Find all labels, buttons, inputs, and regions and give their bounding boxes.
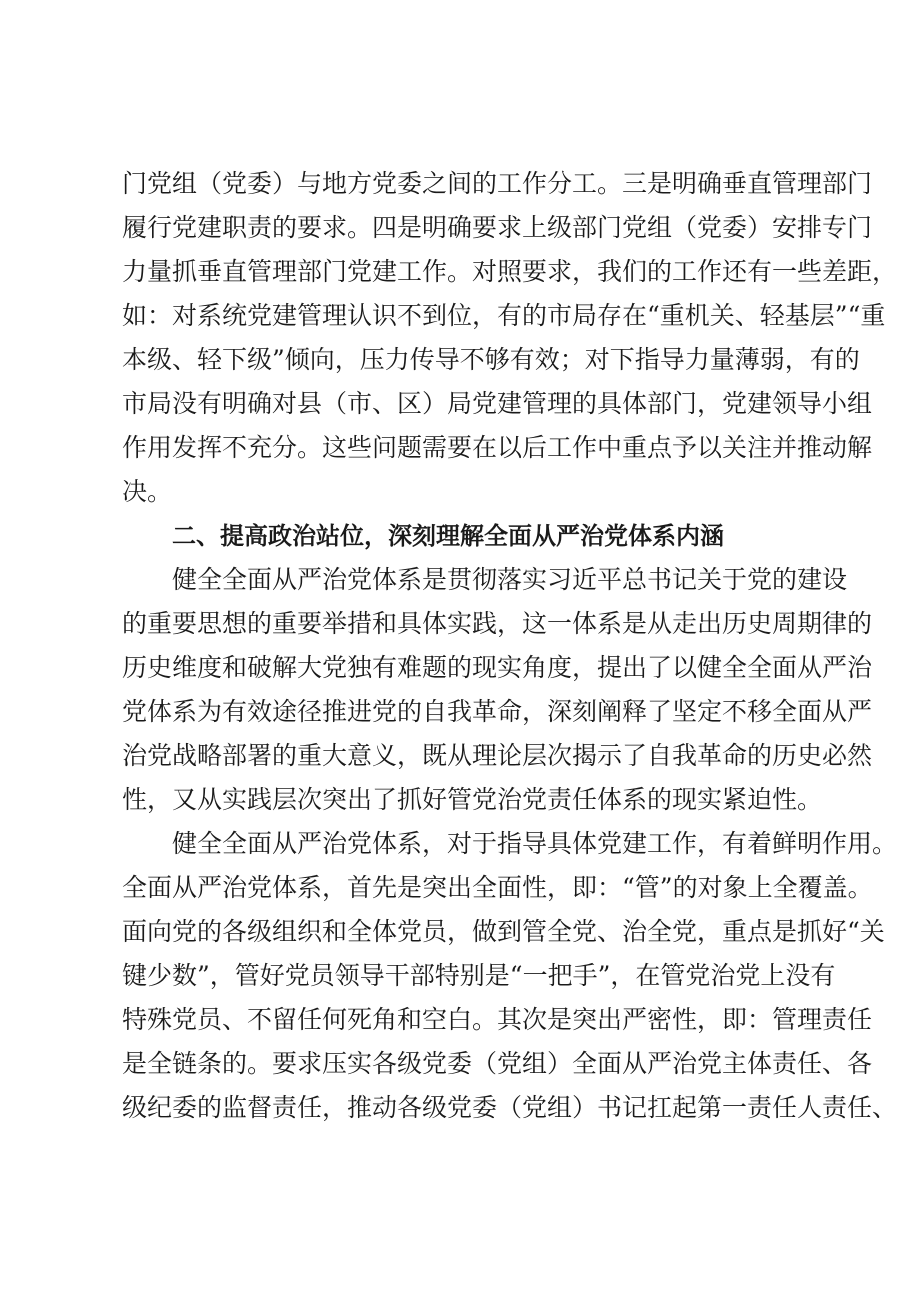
paragraph-line: 如：对系统党建管理认识不到位，有的市局存在“重机关、轻基层”“重 <box>122 301 886 330</box>
paragraph-line: 面向党的各级组织和全体党员，做到管全党、治全党，重点是抓好“关 <box>122 917 885 946</box>
paragraph-line: 作用发挥不充分。这些问题需要在以后工作中重点予以关注并推动解 <box>122 433 873 462</box>
paragraph-line: 键少数”，管好党员领导干部特别是“一把手”，在管党治党上没有 <box>122 961 836 990</box>
paragraph-line: 履行党建职责的要求。四是明确要求上级部门党组（党委）安排专门 <box>122 213 873 242</box>
paragraph-line: 党体系为有效途径推进党的自我革命，深刻阐释了坚定不移全面从严 <box>122 697 873 726</box>
paragraph-line: 级纪委的监督责任，推动各级党委（党组）书记扛起第一责任人责任、 <box>122 1093 898 1122</box>
paragraph-line: 市局没有明确对县（市、区）局党建管理的具体部门，党建领导小组 <box>122 389 873 418</box>
paragraph-line: 全面从严治党体系，首先是突出全面性，即：“管”的对象上全覆盖。 <box>122 873 873 902</box>
paragraph-line: 治党战略部署的重大意义，既从理论层次揭示了自我革命的历史必然 <box>122 741 873 770</box>
paragraph-line: 历史维度和破解大党独有难题的现实角度，提出了以健全全面从严治 <box>122 653 873 682</box>
paragraph-line: 决。 <box>122 477 173 506</box>
paragraph-line: 力量抓垂直管理部门党建工作。对照要求，我们的工作还有一些差距， <box>122 257 898 286</box>
paragraph-line: 健全全面从严治党体系，对于指导具体党建工作，有着鲜明作用。 <box>172 829 898 858</box>
paragraph-line: 门党组（党委）与地方党委之间的工作分工。三是明确垂直管理部门 <box>122 169 873 198</box>
paragraph-line: 的重要思想的重要举措和具体实践，这一体系是从走出历史周期律的 <box>122 609 873 638</box>
paragraph-line: 本级、轻下级”倾向，压力传导不够有效；对下指导力量薄弱，有的 <box>122 345 860 374</box>
paragraph-line: 是全链条的。要求压实各级党委（党组）全面从严治党主体责任、各 <box>122 1049 873 1078</box>
section-heading: 二、提高政治站位，深刻理解全面从严治党体系内涵 <box>172 522 724 550</box>
paragraph-line: 健全全面从严治党体系是贯彻落实习近平总书记关于党的建设 <box>172 565 848 594</box>
paragraph-line: 特殊党员、不留任何死角和空白。其次是突出严密性，即：管理责任 <box>122 1005 873 1034</box>
paragraph-line: 性，又从实践层次突出了抓好管党治党责任体系的现实紧迫性。 <box>122 785 823 814</box>
